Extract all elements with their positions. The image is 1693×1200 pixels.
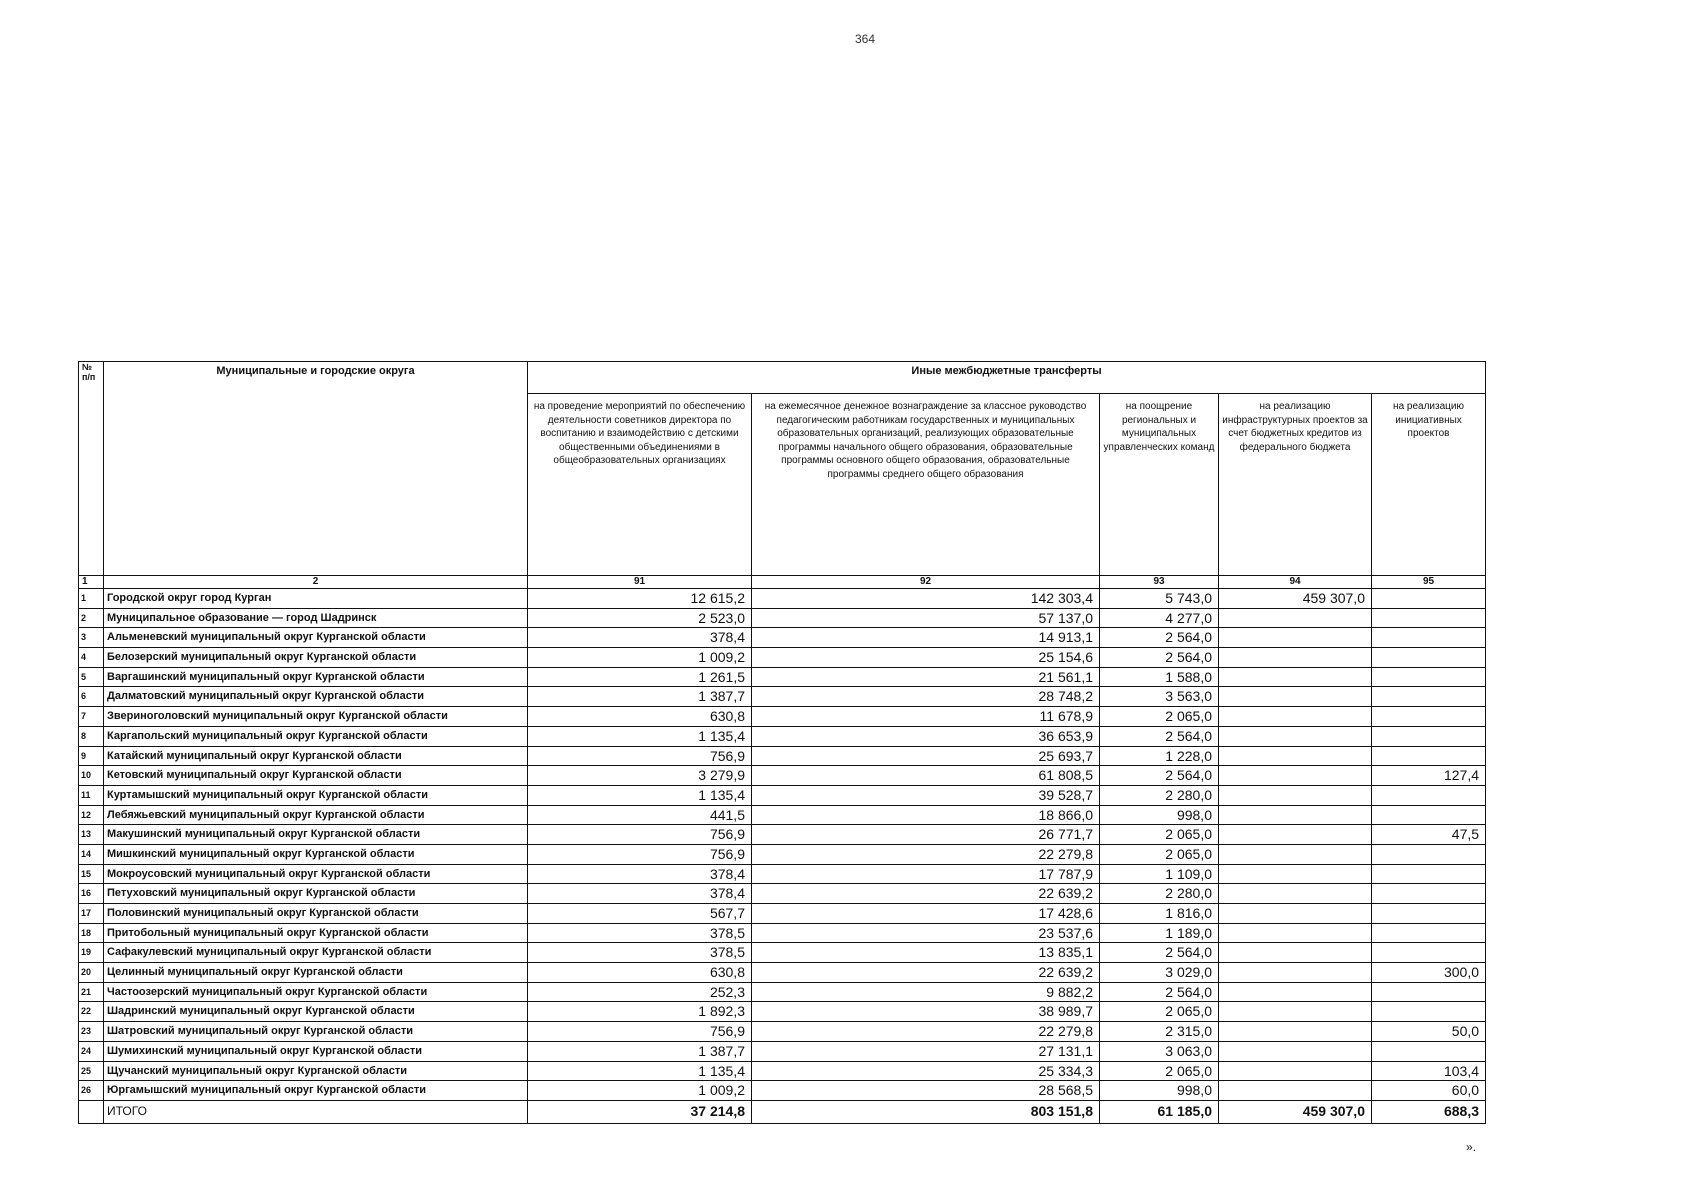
district-name: Юргамышский муниципальный округ Курганской области [104, 1081, 528, 1101]
total-value: 61 185,0 [1100, 1100, 1219, 1123]
amount-cell [1219, 628, 1372, 648]
column-index: 92 [752, 576, 1100, 589]
column-index-row [79, 576, 1486, 589]
amount-cell [1219, 864, 1372, 884]
header-col-94: на реализацию инфраструктурных проектов за счет бюджетных кредитов из федерального бюджета [1219, 394, 1372, 576]
amount-cell: 756,9 [528, 825, 752, 845]
district-name: Каргапольский муниципальный округ Курганской области [104, 726, 528, 746]
amount-cell: 1 892,3 [528, 1002, 752, 1022]
district-name: Половинский муниципальный округ Курганской области [104, 904, 528, 924]
amount-cell [1219, 844, 1372, 864]
row-number: 23 [79, 1022, 104, 1042]
column-index: 91 [528, 576, 752, 589]
district-name: Шатровский муниципальный округ Курганской области [104, 1022, 528, 1042]
table-row [79, 1041, 1486, 1061]
table-row [79, 648, 1486, 668]
amount-cell: 2 564,0 [1100, 628, 1219, 648]
row-number: 18 [79, 923, 104, 943]
amount-cell: 2 065,0 [1100, 1002, 1219, 1022]
amount-cell: 22 639,2 [752, 963, 1100, 983]
amount-cell [1219, 707, 1372, 727]
table-row [79, 785, 1486, 805]
district-name: Кетовский муниципальный округ Курганской области [104, 766, 528, 786]
amount-cell: 1 135,4 [528, 726, 752, 746]
amount-cell: 756,9 [528, 844, 752, 864]
amount-cell: 28 568,5 [752, 1081, 1100, 1101]
amount-cell: 756,9 [528, 746, 752, 766]
row-number: 10 [79, 766, 104, 786]
table-row [79, 687, 1486, 707]
amount-cell: 300,0 [1372, 963, 1486, 983]
page-number: 364 [855, 32, 876, 46]
amount-cell [1372, 785, 1486, 805]
amount-cell: 142 303,4 [752, 589, 1100, 609]
amount-cell [1219, 884, 1372, 904]
column-index: 2 [104, 576, 528, 589]
table-row [79, 726, 1486, 746]
row-number: 17 [79, 904, 104, 924]
amount-cell [1372, 608, 1486, 628]
amount-cell: 2 564,0 [1100, 766, 1219, 786]
district-name: Притобольный муниципальный округ Курганской области [104, 923, 528, 943]
amount-cell: 4 277,0 [1100, 608, 1219, 628]
amount-cell: 252,3 [528, 982, 752, 1002]
amount-cell: 2 280,0 [1100, 785, 1219, 805]
amount-cell [1372, 904, 1486, 924]
district-name: Белозерский муниципальный округ Курганской области [104, 648, 528, 668]
amount-cell: 2 523,0 [528, 608, 752, 628]
row-number: 8 [79, 726, 104, 746]
amount-cell: 567,7 [528, 904, 752, 924]
amount-cell: 2 065,0 [1100, 825, 1219, 845]
row-number: 13 [79, 825, 104, 845]
table-row [79, 982, 1486, 1002]
row-number: 4 [79, 648, 104, 668]
amount-cell [1219, 785, 1372, 805]
amount-cell: 1 109,0 [1100, 864, 1219, 884]
amount-cell: 60,0 [1372, 1081, 1486, 1101]
row-number: 5 [79, 667, 104, 687]
table-row [79, 923, 1486, 943]
row-number: 1 [79, 589, 104, 609]
district-name: Шадринский муниципальный округ Курганской области [104, 1002, 528, 1022]
row-number: 26 [79, 1081, 104, 1101]
row-number: 25 [79, 1061, 104, 1081]
amount-cell: 57 137,0 [752, 608, 1100, 628]
table-row [79, 707, 1486, 727]
row-number: 2 [79, 608, 104, 628]
amount-cell: 22 279,8 [752, 1022, 1100, 1042]
header-transfers: Иные межбюджетные трансферты [528, 362, 1486, 394]
row-number: 9 [79, 746, 104, 766]
amount-cell [1372, 805, 1486, 825]
amount-cell [1219, 825, 1372, 845]
amount-cell [1219, 963, 1372, 983]
amount-cell: 1 135,4 [528, 785, 752, 805]
amount-cell [1219, 687, 1372, 707]
table-row [79, 943, 1486, 963]
amount-cell: 630,8 [528, 707, 752, 727]
amount-cell: 2 564,0 [1100, 943, 1219, 963]
amount-cell: 36 653,9 [752, 726, 1100, 746]
amount-cell: 25 154,6 [752, 648, 1100, 668]
amount-cell: 459 307,0 [1219, 589, 1372, 609]
amount-cell: 1 387,7 [528, 1041, 752, 1061]
amount-cell: 127,4 [1372, 766, 1486, 786]
amount-cell: 1 816,0 [1100, 904, 1219, 924]
table-row [79, 628, 1486, 648]
amount-cell [1219, 726, 1372, 746]
district-name: Далматовский муниципальный округ Курганской области [104, 687, 528, 707]
amount-cell: 12 615,2 [528, 589, 752, 609]
amount-cell: 2 065,0 [1100, 1061, 1219, 1081]
header-num: № п/п [79, 362, 104, 576]
amount-cell: 998,0 [1100, 805, 1219, 825]
amount-cell: 1 261,5 [528, 667, 752, 687]
amount-cell [1219, 648, 1372, 668]
row-number: 7 [79, 707, 104, 727]
amount-cell [1372, 667, 1486, 687]
header-districts: Муниципальные и городские округа [104, 362, 528, 576]
amount-cell: 1 135,4 [528, 1061, 752, 1081]
table-row [79, 1061, 1486, 1081]
district-name: Мишкинский муниципальный округ Курганской области [104, 844, 528, 864]
amount-cell: 22 279,8 [752, 844, 1100, 864]
amount-cell [1219, 805, 1372, 825]
district-name: Муниципальное образование — город Шадринск [104, 608, 528, 628]
row-number: 19 [79, 943, 104, 963]
district-name: Мокроусовский муниципальный округ Курганской области [104, 864, 528, 884]
amount-cell: 61 808,5 [752, 766, 1100, 786]
table-row [79, 746, 1486, 766]
amount-cell: 22 639,2 [752, 884, 1100, 904]
row-number: 15 [79, 864, 104, 884]
amount-cell: 27 131,1 [752, 1041, 1100, 1061]
row-number: 11 [79, 785, 104, 805]
amount-cell: 103,4 [1372, 1061, 1486, 1081]
amount-cell [1219, 904, 1372, 924]
district-name: Макушинский муниципальный округ Курганской области [104, 825, 528, 845]
amount-cell [1372, 687, 1486, 707]
amount-cell: 3 063,0 [1100, 1041, 1219, 1061]
amount-cell: 998,0 [1100, 1081, 1219, 1101]
district-name: Звериноголовский муниципальный округ Курганской области [104, 707, 528, 727]
district-name: Катайский муниципальный округ Курганской области [104, 746, 528, 766]
amount-cell [1372, 628, 1486, 648]
table-row [79, 667, 1486, 687]
row-number: 12 [79, 805, 104, 825]
table-row [79, 884, 1486, 904]
table-row [79, 904, 1486, 924]
amount-cell: 378,4 [528, 628, 752, 648]
row-number: 24 [79, 1041, 104, 1061]
row-number: 22 [79, 1002, 104, 1022]
row-number [79, 1100, 104, 1123]
amount-cell: 17 787,9 [752, 864, 1100, 884]
amount-cell: 3 279,9 [528, 766, 752, 786]
end-mark: ». [1466, 1140, 1477, 1154]
amount-cell [1219, 1081, 1372, 1101]
amount-cell: 1 387,7 [528, 687, 752, 707]
table-row [79, 805, 1486, 825]
amount-cell: 630,8 [528, 963, 752, 983]
amount-cell: 1 009,2 [528, 648, 752, 668]
amount-cell: 1 588,0 [1100, 667, 1219, 687]
table-row [79, 844, 1486, 864]
amount-cell [1219, 982, 1372, 1002]
amount-cell [1372, 589, 1486, 609]
amount-cell [1372, 1002, 1486, 1022]
amount-cell: 1 189,0 [1100, 923, 1219, 943]
total-value: 688,3 [1372, 1100, 1486, 1123]
header-col-95: на реализацию инициативных проектов [1372, 394, 1486, 576]
amount-cell: 50,0 [1372, 1022, 1486, 1042]
amount-cell: 18 866,0 [752, 805, 1100, 825]
amount-cell [1372, 923, 1486, 943]
row-number: 20 [79, 963, 104, 983]
amount-cell: 2 564,0 [1100, 726, 1219, 746]
column-index: 95 [1372, 576, 1486, 589]
row-number: 14 [79, 844, 104, 864]
amount-cell: 378,5 [528, 943, 752, 963]
column-index: 1 [79, 576, 104, 589]
amount-cell [1219, 608, 1372, 628]
total-value: 37 214,8 [528, 1100, 752, 1123]
amount-cell [1372, 707, 1486, 727]
amount-cell [1372, 746, 1486, 766]
table-row [79, 1002, 1486, 1022]
table-row [79, 825, 1486, 845]
column-index: 93 [1100, 576, 1219, 589]
amount-cell [1372, 844, 1486, 864]
row-number: 6 [79, 687, 104, 707]
amount-cell [1219, 746, 1372, 766]
table-row [79, 963, 1486, 983]
table-row [79, 608, 1486, 628]
amount-cell [1372, 884, 1486, 904]
amount-cell: 28 748,2 [752, 687, 1100, 707]
row-number: 16 [79, 884, 104, 904]
amount-cell [1219, 1002, 1372, 1022]
amount-cell: 2 065,0 [1100, 844, 1219, 864]
amount-cell [1219, 667, 1372, 687]
amount-cell: 11 678,9 [752, 707, 1100, 727]
amount-cell: 378,4 [528, 864, 752, 884]
table-row [79, 1081, 1486, 1101]
amount-cell: 2 564,0 [1100, 982, 1219, 1002]
amount-cell: 14 913,1 [752, 628, 1100, 648]
district-name: Варгашинский муниципальный округ Курганской области [104, 667, 528, 687]
amount-cell: 378,4 [528, 884, 752, 904]
amount-cell: 23 537,6 [752, 923, 1100, 943]
amount-cell [1219, 1041, 1372, 1061]
amount-cell [1372, 648, 1486, 668]
amount-cell [1372, 982, 1486, 1002]
total-row [79, 1100, 1486, 1123]
district-name: Щучанский муниципальный округ Курганской области [104, 1061, 528, 1081]
row-number: 3 [79, 628, 104, 648]
amount-cell [1219, 923, 1372, 943]
amount-cell: 2 065,0 [1100, 707, 1219, 727]
row-number: 21 [79, 982, 104, 1002]
amount-cell: 25 693,7 [752, 746, 1100, 766]
amount-cell: 5 743,0 [1100, 589, 1219, 609]
district-name: Шумихинский муниципальный округ Курганской области [104, 1041, 528, 1061]
table-row [79, 1022, 1486, 1042]
amount-cell: 3 029,0 [1100, 963, 1219, 983]
header-col-91: на проведение мероприятий по обеспечению деятельности советников директора по воспитанию и взаимодействию с детскими общественными объединениями в общеобразовательных организациях [528, 394, 752, 576]
table-row [79, 589, 1486, 609]
district-name: Городской округ город Курган [104, 589, 528, 609]
amount-cell: 2 315,0 [1100, 1022, 1219, 1042]
amount-cell: 26 771,7 [752, 825, 1100, 845]
district-name: Целинный муниципальный округ Курганской области [104, 963, 528, 983]
amount-cell [1219, 1061, 1372, 1081]
amount-cell: 1 228,0 [1100, 746, 1219, 766]
amount-cell: 1 009,2 [528, 1081, 752, 1101]
amount-cell [1372, 1041, 1486, 1061]
amount-cell: 25 334,3 [752, 1061, 1100, 1081]
district-name: Петуховский муниципальный округ Курганской области [104, 884, 528, 904]
header-col-92: на ежемесячное денежное вознаграждение за классное руководство педагогическим работникам государственных и муниципальных образовательных организаций, реализующих образовательные программы начального общего образования, образовательные программы основного общего образования, образовательные программы среднего общего образования [752, 394, 1100, 576]
district-name: Куртамышский муниципальный округ Курганской области [104, 785, 528, 805]
amount-cell [1219, 766, 1372, 786]
header-col-93: на поощрение региональных и муниципальных управленческих команд [1100, 394, 1219, 576]
amount-cell: 2 564,0 [1100, 648, 1219, 668]
amount-cell [1372, 943, 1486, 963]
total-value: 803 151,8 [752, 1100, 1100, 1123]
amount-cell [1372, 726, 1486, 746]
amount-cell: 17 428,6 [752, 904, 1100, 924]
amount-cell [1219, 943, 1372, 963]
amount-cell: 9 882,2 [752, 982, 1100, 1002]
district-name: Частоозерский муниципальный округ Курганской области [104, 982, 528, 1002]
amount-cell: 47,5 [1372, 825, 1486, 845]
district-name: Лебяжьевский муниципальный округ Курганской области [104, 805, 528, 825]
table-row [79, 766, 1486, 786]
amount-cell: 21 561,1 [752, 667, 1100, 687]
amount-cell: 38 989,7 [752, 1002, 1100, 1022]
table-row [79, 864, 1486, 884]
amount-cell: 39 528,7 [752, 785, 1100, 805]
amount-cell: 756,9 [528, 1022, 752, 1042]
amount-cell: 378,5 [528, 923, 752, 943]
amount-cell [1372, 864, 1486, 884]
district-name: Сафакулевский муниципальный округ Курганской области [104, 943, 528, 963]
district-name: Альменевский муниципальный округ Курганской области [104, 628, 528, 648]
transfers-table [78, 361, 1486, 1124]
column-index: 94 [1219, 576, 1372, 589]
total-label: ИТОГО [104, 1100, 528, 1123]
amount-cell: 13 835,1 [752, 943, 1100, 963]
amount-cell: 2 280,0 [1100, 884, 1219, 904]
amount-cell [1219, 1022, 1372, 1042]
total-value: 459 307,0 [1219, 1100, 1372, 1123]
amount-cell: 441,5 [528, 805, 752, 825]
amount-cell: 3 563,0 [1100, 687, 1219, 707]
